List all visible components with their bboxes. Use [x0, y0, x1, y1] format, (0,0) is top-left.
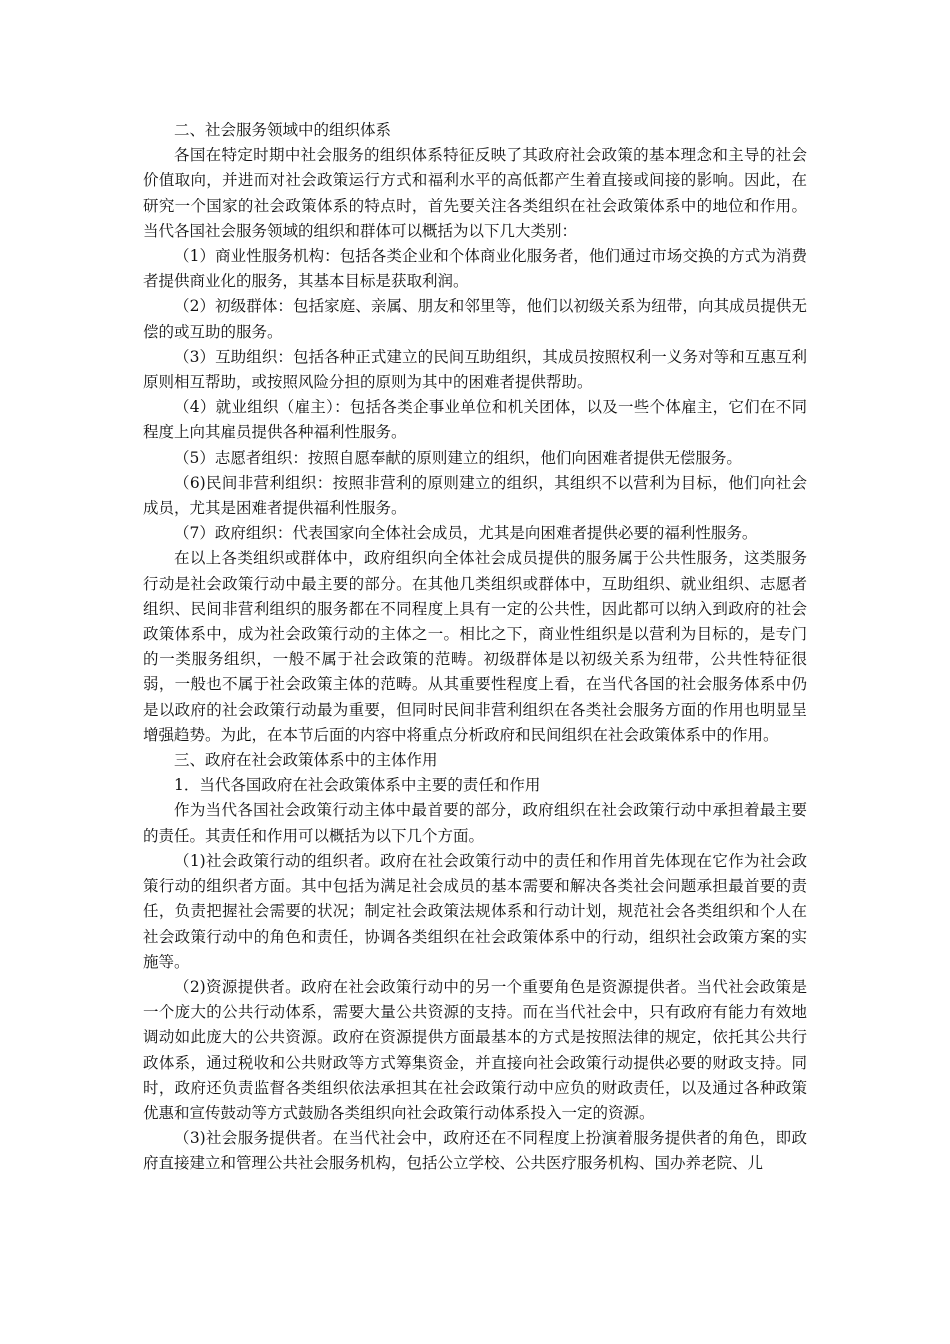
list-item: （6)民间非营利组织：按照非营利的原则建立的组织，其组织不以营利为目标，他们向社会成员，尤其是困难者提供福利性服务。: [143, 473, 807, 518]
section-heading: 二、社会服务领域中的组织体系: [174, 121, 392, 139]
paragraph: 在以上各类组织或群体中，政府组织向全体社会成员提供的服务属于公共性服务，这类服务行动是社会政策行动中最主要的部分。在其他几类组织或群体中，互助组织、就业组织、志愿者组织、民间非营利组织的服务都在不同程度上具有一定的公共性，因此都可以纳入到政府的社会政策体系中，成为社会政策行动的主体之一。相比之下，商业性组织是以营利为目标的，是专门的一类服务组织，一般不属于社会政策的范畴。初级群体是以初级关系为纽带，公共性特征很弱，一般也不属于社会政策主体的范畴。从其重要性程度上看，在当代各国的社会服务体系中仍是以政府的社会政策行动最为重要，但同时民间非营利组织在各类社会服务方面的作用也明显呈增强趋势。为此，在本节后面的内容中将重点分析政府和民间组织在社会政策体系中的作用。: [143, 549, 807, 744]
document-body: [143, 118, 807, 1177]
paragraph: 各国在特定时期中社会服务的组织体系特征反映了其政府社会政策的基本理念和主导的社会价值取向，并进而对社会政策运行方式和福利水平的高低都产生着直接或间接的影响。因此，在研究一个国家的社会政策体系的特点时，首先要关注各类组织在社会政策体系中的地位和作用。当代各国社会服务领域的组织和群体可以概括为以下几大类别：: [143, 146, 807, 240]
list-item: （3)社会服务提供者。在当代社会中，政府还在不同程度上扮演着服务提供者的角色，即政府直接建立和管理公共社会服务机构，包括公立学校、公共医疗服务机构、国办养老院、儿: [143, 1129, 807, 1173]
list-item: （1）商业性服务机构：包括各类企业和个体商业化服务者，他们通过市场交换的方式为消费者提供商业化的服务，其基本目标是获取利润。: [143, 247, 807, 291]
list-item: （2)资源提供者。政府在社会政策行动中的另一个重要角色是资源提供者。当代社会政策是一个庞大的公共行动体系，需要大量公共资源的支持。而在当代社会中，只有政府有能力有效地调动如此庞大的公共资源。政府在资源提供方面最基本的方式是按照法律的规定，依托其公共行政体系，通过税收和公共财政等方式筹集资金，并直接向社会政策行动提供必要的财政支持。同时，政府还负责监督各类组织依法承担其在社会政策行动中应负的财政责任，以及通过各种政策优惠和宣传鼓动等方式鼓励各类组织向社会政策行动体系投入一定的资源。: [143, 977, 807, 1122]
list-item: （7）政府组织：代表国家向全体社会成员，尤其是向困难者提供必要的福利性服务。: [174, 524, 758, 543]
list-item: （3）互助组织：包括各种正式建立的民间互助组织，其成员按照权利一义务对等和互惠互利原则相互帮助，或按照风险分担的原则为其中的困难者提供帮助。: [143, 347, 807, 392]
list-item: （4）就业组织（雇主）：包括各类企事业单位和机关团体，以及一些个体雇主，它们在不同程度上向其雇员提供各种福利性服务。: [143, 398, 807, 442]
list-item: （5）志愿者组织：按照自愿奉献的原则建立的组织，他们向困难者提供无偿服务。: [174, 448, 742, 467]
subsection-heading: 1．当代各国政府在社会政策体系中主要的责任和作用: [174, 776, 541, 795]
section-heading: 三、政府在社会政策体系中的主体作用: [174, 751, 438, 770]
list-item: （2）初级群体：包括家庭、亲属、朋友和邻里等，他们以初级关系为纽带，向其成员提供无偿的或互助的服务。: [143, 297, 807, 341]
list-item: （1)社会政策行动的组织者。政府在社会政策行动中的责任和作用首先体现在它作为社会政策行动的组织者方面。其中包括为满足社会成员的基本需要和解决各类社会问题承担最首要的责任，负责把握社会需要的状况；制定社会政策法规体系和行动计划，规范社会各类组织和个人在社会政策行动中的角色和责任，协调各类组织在社会政策体系中的行动，组织社会政策方案的实施等。: [143, 851, 807, 971]
paragraph: 作为当代各国社会政策行动主体中最首要的部分，政府组织在社会政策行动中承担着最主要的责任。其责任和作用可以概括为以下几个方面。: [143, 801, 807, 845]
